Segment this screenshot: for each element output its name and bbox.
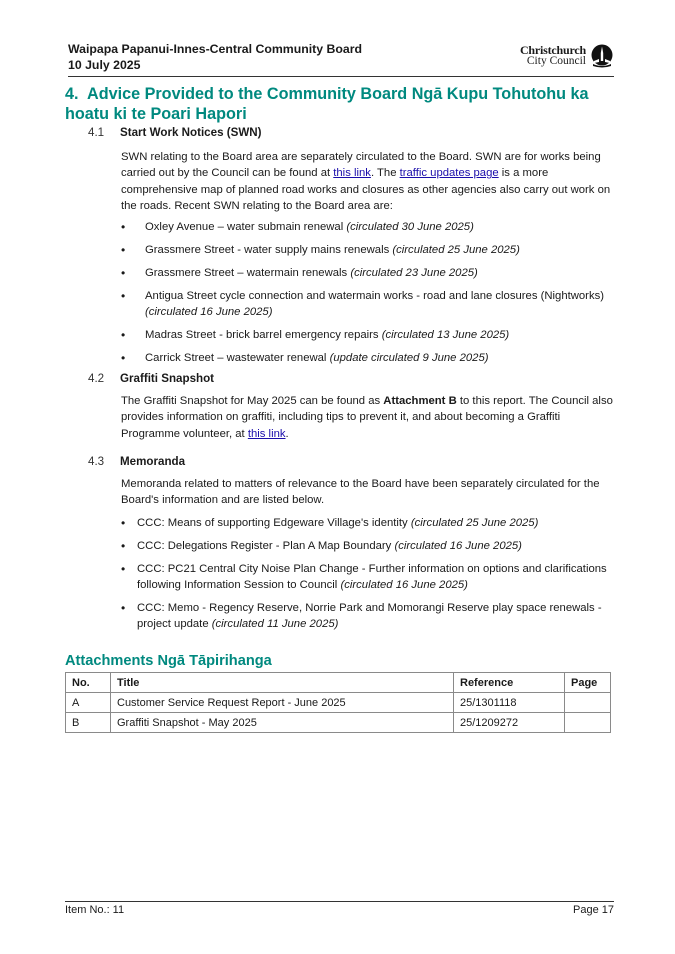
item-note: (circulated 16 June 2025) xyxy=(394,540,522,552)
item-note: (circulated 16 June 2025) xyxy=(340,579,468,591)
subsection-title: Memoranda xyxy=(120,455,186,468)
cell-reference: 25/1209272 xyxy=(454,713,565,733)
swn-list xyxy=(121,219,613,373)
column-header-no: No. xyxy=(66,673,111,693)
council-logo xyxy=(520,42,614,70)
section-number: 4. xyxy=(65,85,79,103)
cathedral-logo-icon xyxy=(590,44,614,68)
cell-no: B xyxy=(66,713,111,733)
column-header-title: Title xyxy=(111,673,454,693)
meeting-date: 10 July 2025 xyxy=(68,58,141,72)
item-note: (circulated 16 June 2025) xyxy=(145,306,273,318)
list-item xyxy=(121,219,613,235)
subsection-number: 4.3 xyxy=(88,455,105,468)
page-footer xyxy=(65,901,614,916)
swn-this-link[interactable]: this link xyxy=(333,167,371,180)
subsection-heading-4-1 xyxy=(88,125,262,141)
text: . The xyxy=(370,167,400,180)
text: . xyxy=(285,427,289,440)
list-item xyxy=(121,242,613,258)
attachment-b-reference: Attachment B xyxy=(383,395,457,407)
list-item xyxy=(121,600,613,632)
list-item xyxy=(121,288,613,320)
item-text: CCC: Delegations Register - Plan A Map Boundary xyxy=(137,540,395,552)
item-text: Grassmere Street - water supply mains renewals xyxy=(145,244,393,256)
cell-no: A xyxy=(66,693,111,713)
item-text: Carrick Street – wastewater renewal xyxy=(145,352,330,364)
section-title: Advice Provided to the Community Board Ngā Kupu Tohutohu ka hoatu ki te Poari Hapori xyxy=(65,85,589,123)
subsection-number: 4.1 xyxy=(88,126,105,139)
list-item xyxy=(121,350,613,366)
item-note: (circulated 30 June 2025) xyxy=(346,221,474,233)
item-text: CCC: PC21 Central City Noise Plan Change - Further information on options and clarifications following Information Session to Council xyxy=(137,563,607,591)
page-header xyxy=(68,40,614,77)
cell-title: Customer Service Request Report - June 2025 xyxy=(111,693,454,713)
item-text: CCC: Memo - Regency Reserve, Norrie Park and Momorangi Reserve play space renewals - project update xyxy=(137,602,602,630)
subsection-number: 4.2 xyxy=(88,372,105,385)
item-text: Grassmere Street – watermain renewals xyxy=(145,267,351,279)
list-item xyxy=(121,327,613,343)
table-row xyxy=(66,713,611,733)
item-number: Item No.: 11 xyxy=(65,904,125,916)
board-name: Waipapa Papanui-Innes-Central Community Board xyxy=(68,42,363,56)
page-number: Page 17 xyxy=(573,904,614,916)
header-meta xyxy=(68,41,362,73)
cell-page xyxy=(565,713,611,733)
item-text: CCC: Means of supporting Edgeware Village's identity xyxy=(137,517,411,529)
memoranda-list xyxy=(121,515,613,639)
traffic-updates-link[interactable]: traffic updates page xyxy=(399,167,499,180)
list-item xyxy=(121,515,613,531)
text: is a more comprehensive map of planned road works and closures as other agencies also carry out work on the roads. Recent SWN relating to the Board area are: xyxy=(121,167,611,212)
table-header-row xyxy=(66,673,611,693)
graffiti-paragraph xyxy=(121,393,613,442)
attachments-table xyxy=(65,672,611,733)
subsection-title: Graffiti Snapshot xyxy=(120,372,215,385)
column-header-page: Page xyxy=(565,673,611,693)
table-row xyxy=(66,693,611,713)
section-heading xyxy=(65,84,625,124)
swn-paragraph xyxy=(121,149,613,214)
list-item xyxy=(121,538,613,554)
text: SWN relating to the Board area are separately circulated to the Board. SWN are for works being carried out by the Council can be found at xyxy=(121,151,601,180)
item-text: Oxley Avenue – water submain renewal xyxy=(145,221,347,233)
item-note: (circulated 25 June 2025) xyxy=(410,517,539,529)
logo-line2: City Council xyxy=(526,55,586,67)
item-note: (update circulated 9 June 2025) xyxy=(329,352,489,364)
graffiti-this-link[interactable]: this link xyxy=(247,427,286,440)
subsection-title: Start Work Notices (SWN) xyxy=(120,126,262,139)
item-text: Madras Street - brick barrel emergency repairs xyxy=(145,329,382,341)
cell-page xyxy=(565,693,611,713)
item-note: (circulated 11 June 2025) xyxy=(211,618,339,630)
item-text: Antigua Street cycle connection and watermain works - road and lane closures (Nightworks) xyxy=(145,290,604,302)
text: The Graffiti Snapshot for May 2025 can be found as xyxy=(121,395,384,407)
text: to this report. The Council also provides information on graffiti, including tips to prevent it, and about becoming a Graffiti Programme volunteer, at xyxy=(121,395,613,440)
list-item xyxy=(121,265,613,281)
cell-reference: 25/1301118 xyxy=(454,693,565,713)
item-note: (circulated 25 June 2025) xyxy=(392,244,520,256)
memoranda-paragraph: Memoranda related to matters of relevance to the Board have been separately circulated for the Board's information and are listed below. xyxy=(121,478,600,507)
attachments-heading: Attachments Ngā Tāpirihanga xyxy=(65,653,272,669)
cell-title: Graffiti Snapshot - May 2025 xyxy=(111,713,454,733)
item-note: (circulated 23 June 2025) xyxy=(350,267,478,279)
logo-line1: Christchurch xyxy=(519,43,586,57)
column-header-reference: Reference xyxy=(454,673,565,693)
subsection-heading-4-3 xyxy=(88,454,185,470)
item-note: (circulated 13 June 2025) xyxy=(381,329,510,341)
list-item xyxy=(121,561,613,593)
subsection-heading-4-2 xyxy=(88,371,214,387)
